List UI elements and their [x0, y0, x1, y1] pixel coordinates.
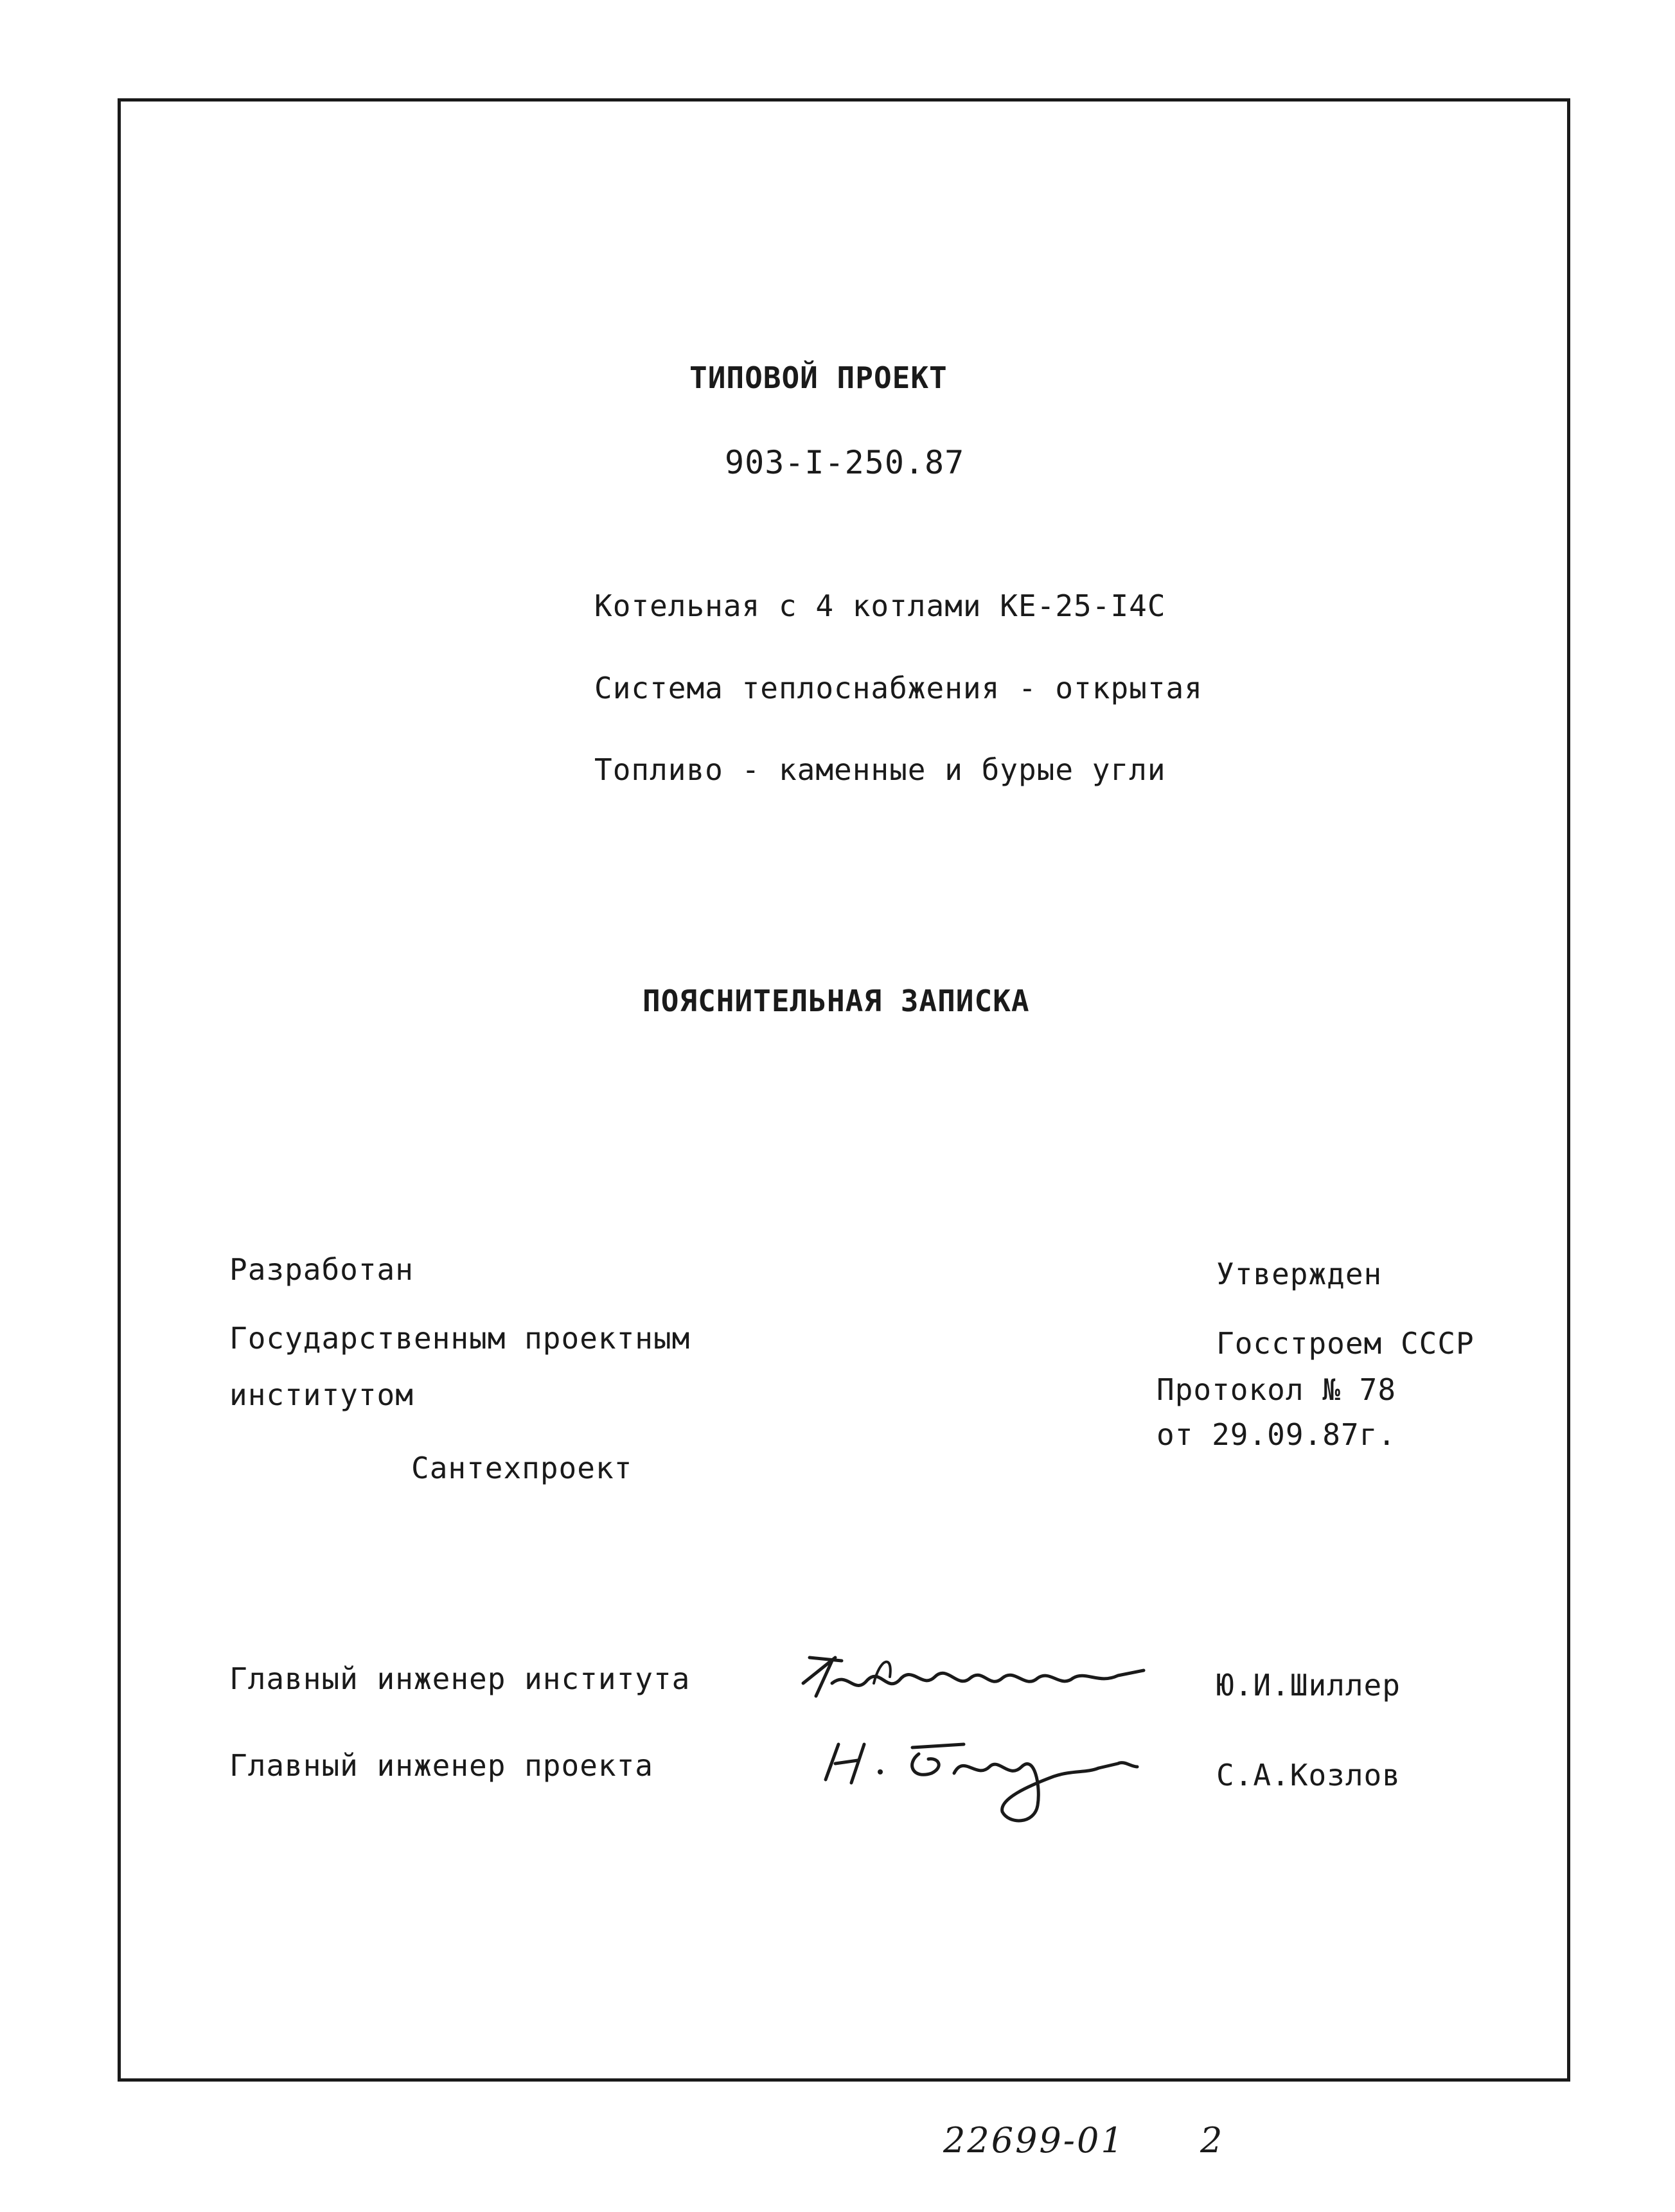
signature-name-1: Ю.И.Шиллер — [1216, 1668, 1401, 1703]
approved-label: Утвержден — [1216, 1257, 1383, 1291]
developed-label: Разработан — [229, 1252, 414, 1287]
signature-role-2: Главный инженер проекта — [229, 1748, 653, 1783]
signature-name-2: С.А.Козлов — [1216, 1758, 1401, 1792]
description-line-3: Топливо - каменные и бурые угли — [594, 752, 1166, 787]
page-number: 2 — [1200, 2120, 1225, 2161]
developed-line-1: Государственным проектным — [229, 1321, 691, 1356]
signature-role-1: Главный инженер института — [229, 1661, 691, 1696]
developed-org: Сантехпроект — [411, 1451, 633, 1485]
handwritten-signature-1 — [797, 1645, 1157, 1715]
document-title: ПОЯСНИТЕЛЬНАЯ ЗАПИСКА — [643, 984, 1030, 1018]
approved-date: от 29.09.87г. — [1157, 1417, 1397, 1452]
project-number: 903-I-250.87 — [725, 444, 965, 481]
approved-org: Госстроем СССР — [1216, 1326, 1475, 1361]
description-line-1: Котельная с 4 котлами КЕ-25-I4С — [594, 588, 1166, 623]
series-heading: ТИПОВОЙ ПРОЕКТ — [689, 360, 948, 395]
handwritten-signature-2 — [816, 1728, 1163, 1831]
description-line-2: Система теплоснабжения - открытая — [594, 671, 1203, 705]
approved-protocol: Протокол № 78 — [1157, 1372, 1397, 1407]
developed-line-2: институтом — [229, 1377, 414, 1412]
inventory-number: 22699-01 — [943, 2120, 1125, 2161]
